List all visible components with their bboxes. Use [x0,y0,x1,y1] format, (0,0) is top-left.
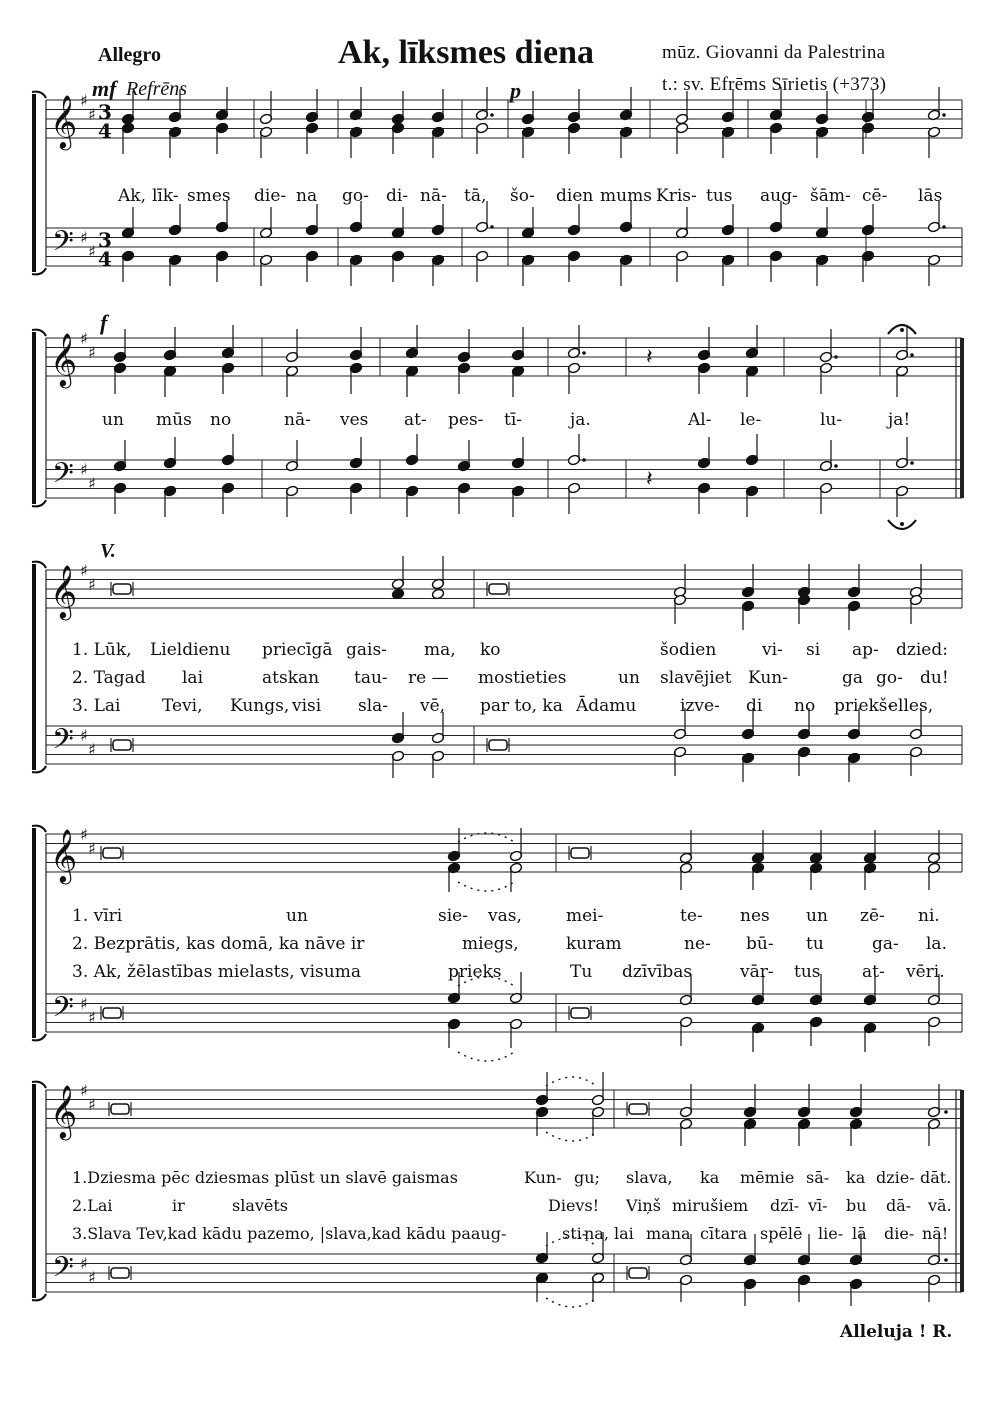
sharp-icon: ♯ [88,575,96,594]
song-title: Ak, līksmes diena [338,34,594,71]
dynamic-f: f [100,310,108,335]
lyric-syllable: slavēts [232,1196,289,1215]
lyric-syllable: ka [846,1168,866,1187]
lyric-syllable: na [296,186,318,206]
lyric-syllable: šodien [660,640,717,660]
lyric-syllable: ves [340,410,369,430]
lyric-syllable: un [102,410,124,430]
sharp-icon: ♯ [80,825,88,844]
augmentation-dot [944,1258,948,1262]
lyric-syllable: Tevi, [162,696,203,716]
breve-note [489,740,507,750]
lyric-syllable: at- [404,410,427,430]
lyric-syllable: slavējiet [660,668,732,688]
lyric-syllable: smes [187,186,231,206]
lyric-syllable: Al- [688,410,712,430]
lyric-syllable: zē- [860,906,885,926]
lyric-syllable: sie- [438,906,468,926]
breve-note [113,584,131,594]
lyric-syllable: šām- [810,186,851,206]
lyric-syllable: tau- [354,668,388,688]
lyric-syllable: ka [700,1168,720,1187]
lyric-syllable: 2.Lai [72,1196,113,1215]
augmentation-dot [942,113,946,117]
quarter-rest-icon: 𝄽 [646,345,653,370]
sharp-icon: ♯ [88,242,96,261]
fermata-dot [900,328,904,332]
augmentation-dot [944,1110,948,1114]
fermata-dot [900,522,904,526]
lyric-syllable: go- [342,186,369,206]
sharp-icon: ♯ [88,740,96,759]
augmentation-dot [834,464,838,468]
lyric-syllable: tā, [464,186,487,206]
lyric-syllable: nā- [284,410,311,430]
tempo-marking: Allegro [98,44,161,66]
lyric-syllable: 3. Lai [72,696,121,716]
augmentation-dot [582,458,586,462]
lyric-syllable: vā. [928,1196,952,1215]
treble-clef-icon: 𝄞 [50,332,78,386]
treble-clef-icon: 𝄞 [50,828,78,882]
lyric-syllable: dien [556,186,594,206]
lyric-syllable: vē, [420,696,446,716]
lyric-syllable: dāt. [920,1168,952,1187]
breve-note [111,1104,129,1114]
lyric-syllable: si [806,640,821,660]
lyric-syllable: ma, [424,640,456,660]
lyric-syllable: ko [480,640,501,660]
lyric-syllable: ja. [570,410,591,430]
breve-note [113,740,131,750]
lyric-syllable: ap- [852,640,879,660]
lyric-syllable: Kun- [748,668,788,688]
treble-clef-icon: 𝄞 [50,1084,78,1138]
lyric-syllable: du! [920,668,949,688]
sharp-icon: ♯ [80,460,88,479]
lyric-syllable: vār- [740,962,774,982]
lyric-syllable: sla- [358,696,389,716]
lyric-syllable: Kun- [524,1168,562,1187]
verse-marker: V. [100,540,116,562]
lyric-syllable: bu [846,1196,867,1215]
lyric-syllable: līk- [152,186,179,206]
lyric-syllable: sā- [806,1168,830,1187]
breve-note [571,1008,589,1018]
lyric-syllable: dā- [886,1196,912,1215]
lyric-syllable: no [794,696,816,716]
lyric-syllable: 1.Dziesma pēc dziesmas plūst un slavē gaismas [72,1168,458,1187]
sharp-icon: ♯ [80,1254,88,1273]
lyric-syllable: slava, [626,1168,673,1187]
lyric-syllable: mei- [566,906,604,926]
bass-clef-icon: 𝄢 [52,1251,74,1291]
lyric-syllable: nes [740,906,770,926]
sharp-icon: ♯ [80,561,88,580]
lyric-syllable: te- [680,906,703,926]
lyric-syllable: ne- [684,934,711,954]
time-sig-numerator: 3 [98,228,112,252]
dotted-slur [546,1298,596,1307]
sharp-icon: ♯ [88,343,96,362]
lyric-syllable: priekš- [834,696,894,716]
lyric-syllable: priecīgā [262,640,333,660]
lyric-syllable: 1. Lūk, [72,640,132,660]
lyric-syllable: Kungs, [230,696,290,716]
lyric-syllable: Kris- [656,186,697,206]
lyric-syllable: mēmie [740,1168,795,1187]
augmentation-dot [942,225,946,229]
breve-note [111,1268,129,1278]
lyric-syllable: lai [182,668,204,688]
composer-credit: mūz. Giovanni da Palestrina [662,42,886,63]
lyric-syllable: miegs, [462,934,519,954]
lyric-syllable: mostieties [478,668,567,688]
breve-note [571,848,589,858]
lyric-syllable: elles, [888,696,934,716]
lyric-syllable: 2. Bezprātis, kas domā, ka nāve ir [72,934,365,954]
treble-clef-icon: 𝄞 [50,564,78,618]
dotted-slur [546,1132,596,1141]
lyric-syllable: Lieldienu [150,640,231,660]
lyric-syllable: Viņš [626,1196,661,1215]
dynamic-p: p [510,78,521,103]
sharp-icon: ♯ [88,105,96,124]
sharp-icon: ♯ [88,1095,96,1114]
lyric-syllable: Ak, [118,186,146,206]
bass-clef-icon: 𝄢 [52,723,74,763]
lyric-syllable: Tu [570,962,593,982]
time-sig-denominator: 4 [98,119,112,143]
lyric-syllable: tus [706,186,733,206]
lyric-syllable: tu [806,934,824,954]
lyric-syllable: vēri. [906,962,945,982]
lyric-syllable: la. [926,934,947,954]
dotted-slur [546,1077,596,1086]
lyric-syllable: ni. [918,906,940,926]
lyric-syllable: vas, [488,906,522,926]
lyric-syllable: 1. vīri [72,906,123,926]
lyric-syllable: dzīvības [622,962,693,982]
lyric-syllable: lā [852,1224,867,1243]
lyric-syllable: par to, ka [480,696,563,716]
lyric-syllable: šo- [510,186,535,206]
lyric-syllable: lās [918,186,943,206]
sharp-icon: ♯ [88,1268,96,1287]
lyric-syllable: visi [292,696,322,716]
lyric-syllable: mirušiem [672,1196,749,1215]
lyric-syllable: aug- [760,186,798,206]
lyric-syllable: sti- [562,1224,588,1243]
lyric-syllable: lai [614,1224,634,1243]
lyric-syllable: atskan [262,668,320,688]
augmentation-dot [834,355,838,359]
lyricist-credit: t.: sv. Efrēms Sīrietis (+373) [662,74,887,95]
lyric-syllable: die- [884,1224,915,1243]
lyric-syllable: pes- [448,410,484,430]
lyric-syllable: at- [862,962,885,982]
breve-note [489,584,507,594]
lyric-syllable: prieks [448,962,502,982]
lyric-syllable: un [806,906,828,926]
refrain-label: Refrēns [126,78,188,100]
lyric-syllable: cītara [700,1224,748,1243]
breve-note [103,848,121,858]
lyric-syllable: di [746,696,763,716]
lyric-syllable: le- [740,410,762,430]
lyric-syllable: nā! [922,1224,949,1243]
sharp-icon: ♯ [80,726,88,745]
lyric-syllable: lu- [820,410,843,430]
lyric-syllable: kuram [566,934,622,954]
breve-note [629,1268,647,1278]
lyric-syllable: vī- [808,1196,828,1215]
lyric-syllable: na, [584,1224,609,1243]
lyric-syllable: tus [794,962,821,982]
lyric-syllable: mums [600,186,652,206]
lyric-syllable: Dievs! [548,1196,600,1215]
time-sig-numerator: 3 [98,100,112,124]
lyric-syllable: mana [646,1224,691,1243]
lyric-syllable: no [210,410,232,430]
ending-instruction: Alleluja ! R. [840,1322,953,1342]
lyric-syllable: dzī- [770,1196,800,1215]
lyric-syllable: ga [842,668,864,688]
augmentation-dot [582,351,586,355]
time-sig-denominator: 4 [98,247,112,271]
lyric-syllable: spēlē [760,1224,803,1243]
lyric-syllable: ga- [872,934,899,954]
lyric-syllable: dzie- [876,1168,915,1187]
sharp-icon: ♯ [88,839,96,858]
lyric-syllable: Ādamu [576,696,637,716]
treble-clef-icon: 𝄞 [50,94,78,148]
sharp-icon: ♯ [80,994,88,1013]
lyric-syllable: ja! [888,410,911,430]
sharp-icon: ♯ [80,329,88,348]
dynamic-mf: mf [92,76,117,101]
dotted-slur [458,882,514,891]
bass-clef-icon: 𝄢 [52,991,74,1031]
quarter-rest-icon: 𝄽 [646,467,653,492]
sharp-icon: ♯ [80,91,88,110]
lyric-syllable: tī- [504,410,523,430]
augmentation-dot [490,113,494,117]
lyric-syllable: vi- [762,640,783,660]
lyric-syllable: un [286,906,308,926]
lyric-syllable: die- [254,186,287,206]
lyric-syllable: dzied: [896,640,948,660]
lyric-syllable: ir [172,1196,185,1215]
lyric-syllable: go- [876,668,903,688]
lyric-syllable: 3.Slava Tev,kad kādu pazemo, |slava,kad kādu paaug- [72,1224,507,1243]
lyric-syllable: bū- [746,934,774,954]
lyric-syllable: cē- [862,186,888,206]
lyric-syllable: lie- [818,1224,844,1243]
sharp-icon: ♯ [80,1081,88,1100]
lyric-syllable: di- [386,186,409,206]
dotted-slur [458,1052,514,1061]
lyric-syllable: un [618,668,640,688]
lyric-syllable: gu; [574,1168,600,1187]
lyric-syllable: izve- [680,696,720,716]
breve-note [629,1104,647,1114]
lyric-syllable: nā- [420,186,447,206]
bass-clef-icon: 𝄢 [52,225,74,265]
breve-note [103,1008,121,1018]
lyric-syllable: gais- [346,640,387,660]
lyric-syllable: 2. Tagad [72,668,146,688]
augmentation-dot [490,225,494,229]
lyric-syllable: re — [408,668,449,688]
augmentation-dot [910,461,914,465]
sharp-icon: ♯ [88,474,96,493]
lyric-syllable: mūs [156,410,192,430]
augmentation-dot [910,353,914,357]
sharp-icon: ♯ [80,228,88,247]
sharp-icon: ♯ [88,1008,96,1027]
bass-clef-icon: 𝄢 [52,457,74,497]
lyric-syllable: 3. Ak, žēlastības mielasts, visuma [72,962,361,982]
